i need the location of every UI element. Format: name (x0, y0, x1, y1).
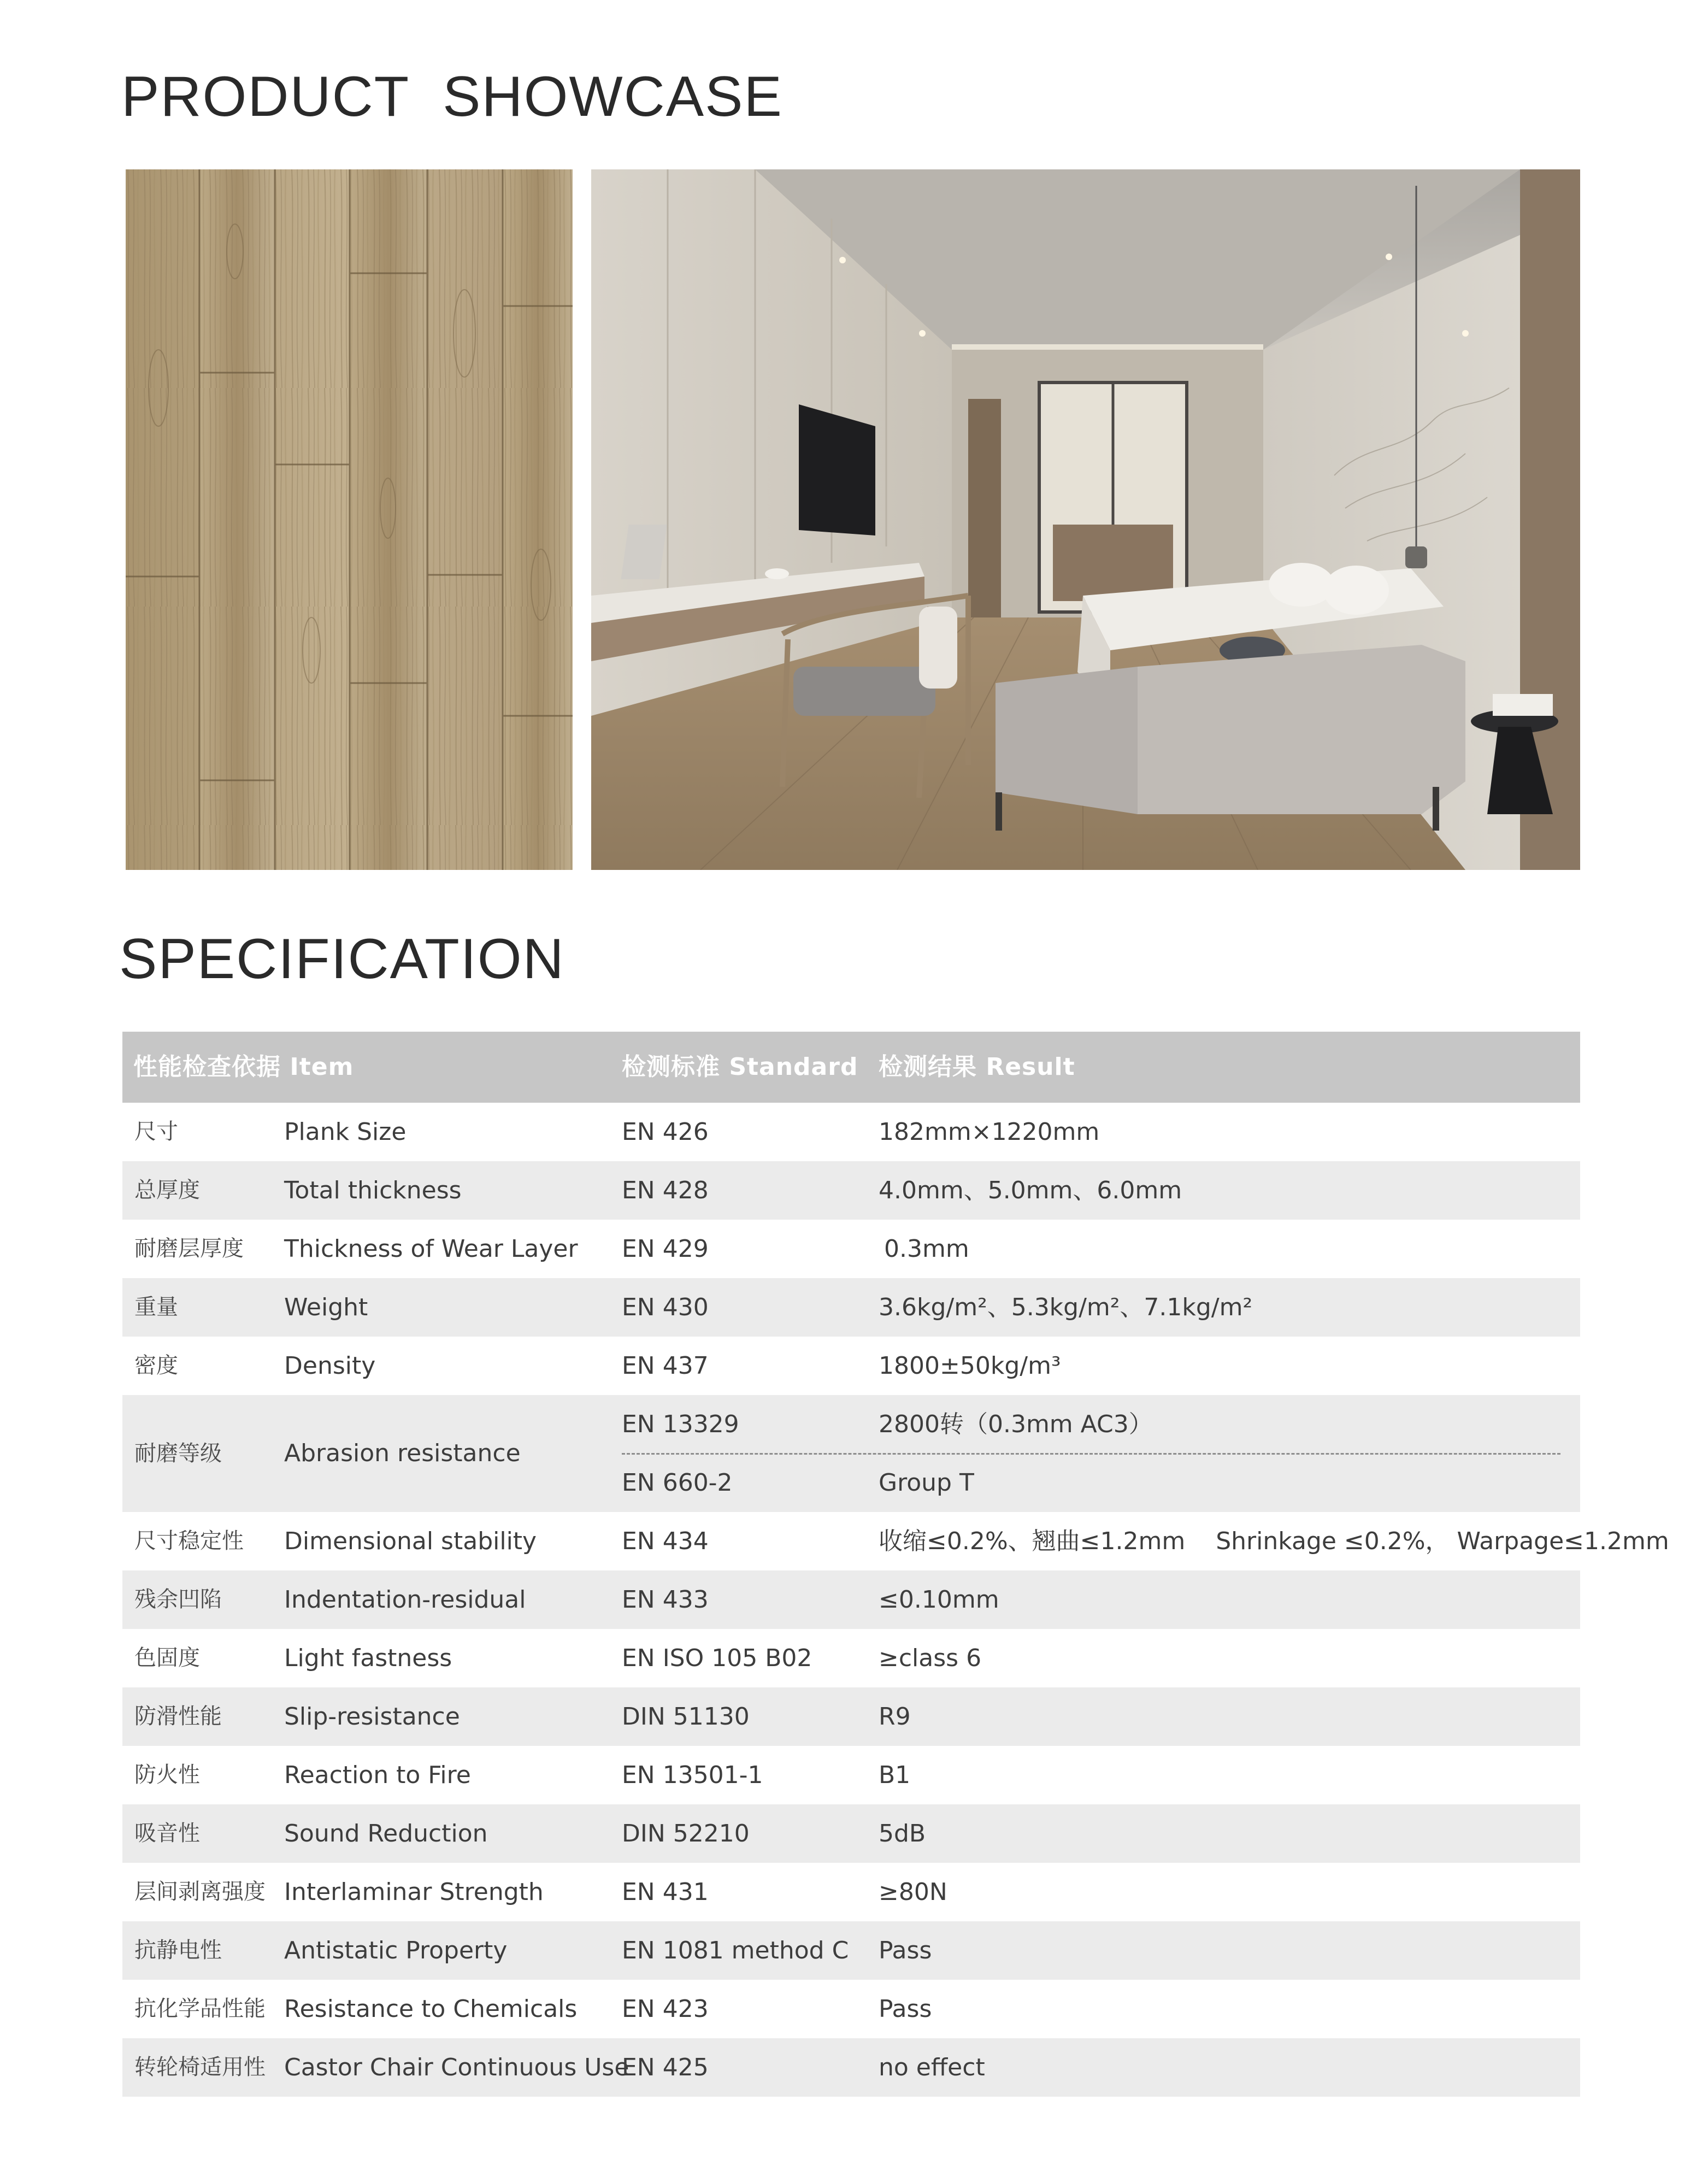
standard-value: EN ISO 105 B02 (622, 1644, 812, 1672)
item-zh: 防滑性能 (134, 1704, 222, 1729)
standard-value: EN 434 (622, 1527, 709, 1555)
item-zh: 转轮椅适用性 (134, 2055, 266, 2080)
item-en: Density (284, 1352, 376, 1380)
table-row (122, 1395, 1580, 1512)
item-zh: 耐磨层厚度 (134, 1236, 244, 1261)
table-row (122, 2038, 1580, 2097)
table-row (122, 1161, 1580, 1220)
item-zh: 总厚度 (134, 1178, 200, 1203)
standard-value: EN 428 (622, 1176, 709, 1204)
table-row (122, 1687, 1580, 1746)
item-en: Interlaminar Strength (284, 1878, 544, 1906)
item-en: Sound Reduction (284, 1820, 488, 1848)
item-en: Dimensional stability (284, 1527, 537, 1555)
result-value: ≥80N (879, 1878, 947, 1906)
item-en: Resistance to Chemicals (284, 1995, 578, 2023)
item-zh: 抗静电性 (134, 1938, 222, 1963)
table-row (122, 1746, 1580, 1804)
showcase-title: PRODUCT SHOWCASE (121, 65, 783, 128)
header-item: 性能检查依据 Item (133, 1053, 354, 1081)
result-value-en: Shrinkage ≤0.2%， Warpage≤1.2mm (1216, 1527, 1669, 1555)
table-row (122, 1278, 1580, 1337)
standard-value: EN 423 (622, 1995, 709, 2023)
result-value: 2800转（0.3mm AC3） (879, 1410, 1153, 1438)
table-row (122, 1337, 1580, 1395)
standard-value-2: EN 660-2 (622, 1469, 733, 1497)
header-result: 检测结果 Result (879, 1053, 1075, 1081)
result-value: 5dB (879, 1820, 926, 1848)
item-en: Slip-resistance (284, 1703, 460, 1731)
result-value-2: Group T (879, 1469, 974, 1497)
result-value: 182mm×1220mm (879, 1118, 1100, 1146)
dashed-divider (622, 1453, 1560, 1455)
item-zh: 抗化学品性能 (134, 1996, 266, 2021)
standard-value: DIN 51130 (622, 1703, 750, 1731)
table-row (122, 1629, 1580, 1687)
item-zh: 层间剥离强度 (134, 1879, 266, 1904)
result-value: 3.6kg/m²、5.3kg/m²、7.1kg/m² (879, 1293, 1253, 1321)
table-row (122, 1980, 1580, 2038)
standard-value: EN 430 (622, 1293, 709, 1321)
item-zh: 密度 (134, 1353, 178, 1378)
result-value: 4.0mm、5.0mm、6.0mm (879, 1176, 1182, 1204)
result-value: ≤0.10mm (879, 1586, 999, 1614)
item-zh: 尺寸稳定性 (134, 1528, 244, 1554)
result-value: no effect (879, 2054, 985, 2081)
specification-title: SPECIFICATION (119, 927, 565, 991)
item-zh: 色固度 (134, 1645, 200, 1670)
item-en: Plank Size (284, 1118, 407, 1146)
table-row (122, 1220, 1580, 1278)
result-value: Pass (879, 1995, 932, 2023)
item-en: Total thickness (284, 1176, 462, 1204)
result-value: Pass (879, 1937, 932, 1964)
result-value-zh: 收缩≤0.2%、翘曲≤1.2mm (879, 1527, 1186, 1555)
result-value: B1 (879, 1761, 911, 1789)
table-header-row (122, 1032, 1580, 1103)
item-en: Indentation-residual (284, 1586, 526, 1614)
wood-texture-image (126, 169, 573, 870)
standard-value: EN 437 (622, 1352, 709, 1380)
standard-value: EN 431 (622, 1878, 709, 1906)
result-value (879, 1512, 1669, 1570)
item-en: Abrasion resistance (284, 1439, 521, 1467)
item-en: Light fastness (284, 1644, 452, 1672)
result-value: 1800±50kg/m³ (879, 1352, 1061, 1380)
standard-value: EN 1081 method C (622, 1937, 849, 1964)
item-en: Reaction to Fire (284, 1761, 471, 1789)
standard-value: EN 13501-1 (622, 1761, 763, 1789)
item-en: Weight (284, 1293, 368, 1321)
table-row (122, 1570, 1580, 1629)
table-row (122, 1863, 1580, 1921)
item-en: Thickness of Wear Layer (284, 1235, 578, 1263)
standard-value: EN 13329 (622, 1410, 739, 1438)
header-standard: 检测标准 Standard (622, 1053, 858, 1081)
standard-value: EN 433 (622, 1586, 709, 1614)
result-value: R9 (879, 1703, 911, 1731)
bedroom-interior-image (591, 169, 1580, 870)
item-en: Antistatic Property (284, 1937, 508, 1964)
table-row (122, 1921, 1580, 1980)
item-en: Castor Chair Continuous Use (284, 2054, 629, 2081)
specification-table (122, 1032, 1669, 2097)
item-zh: 重量 (134, 1295, 178, 1320)
table-row (122, 1512, 1669, 1570)
standard-value: DIN 52210 (622, 1820, 750, 1848)
standard-value: EN 426 (622, 1118, 709, 1146)
standard-value: EN 425 (622, 2054, 709, 2081)
item-zh: 残余凹陷 (134, 1587, 222, 1612)
table-row (122, 1103, 1580, 1161)
item-zh: 耐磨等级 (134, 1441, 222, 1466)
item-zh: 防火性 (134, 1762, 200, 1787)
result-value: 0.3mm (884, 1235, 969, 1263)
result-value: ≥class 6 (879, 1644, 982, 1672)
item-zh: 吸音性 (134, 1821, 200, 1846)
standard-value: EN 429 (622, 1235, 709, 1263)
table-row (122, 1804, 1580, 1863)
item-zh: 尺寸 (134, 1119, 178, 1144)
